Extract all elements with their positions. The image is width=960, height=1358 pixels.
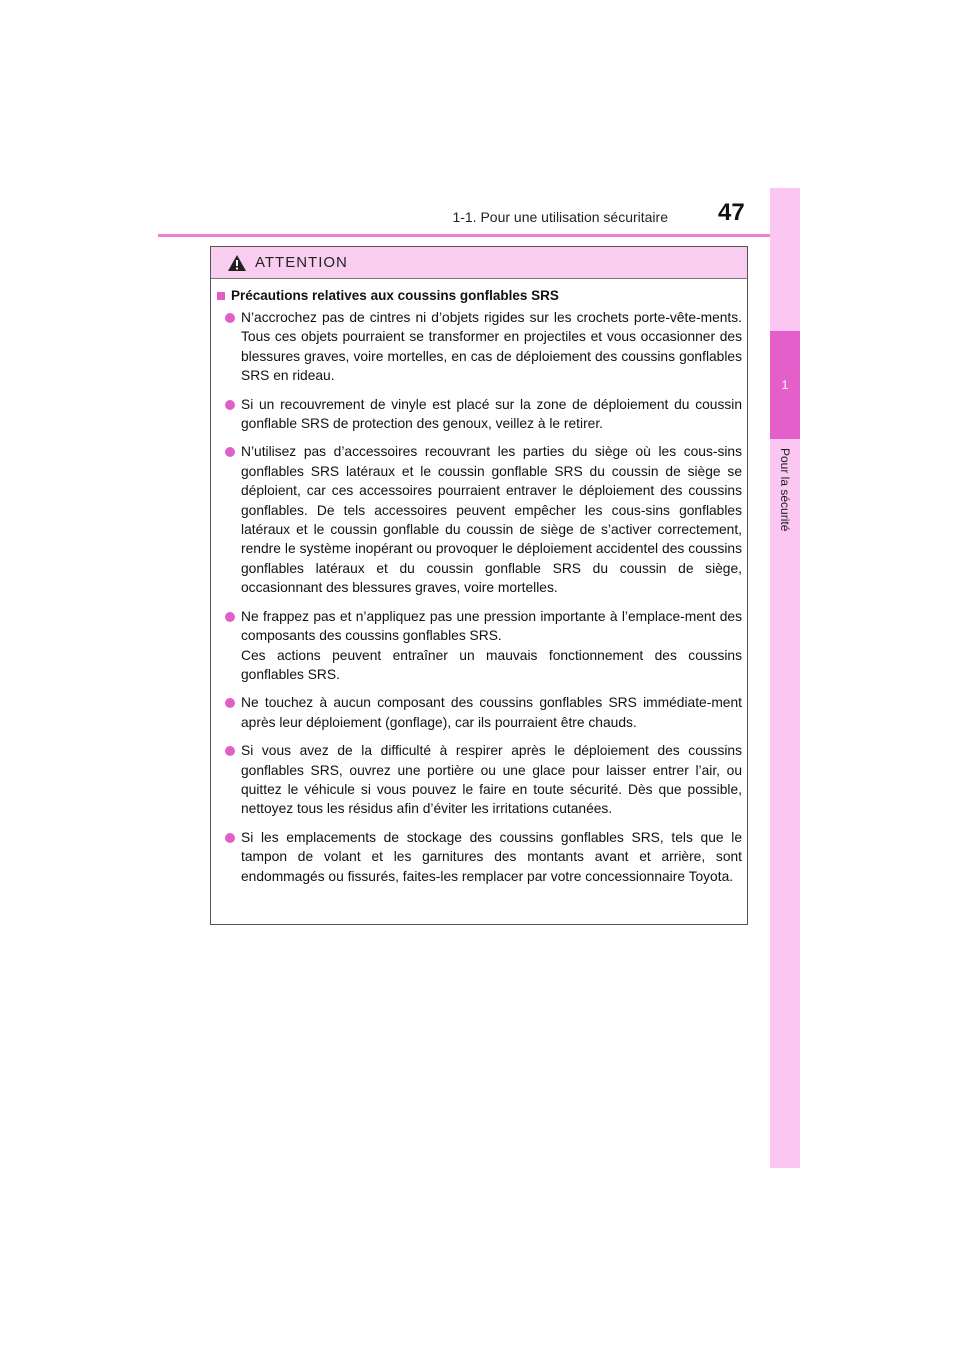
warning-subheading-text: Précautions relatives aux coussins gonflables SRS: [231, 288, 559, 303]
list-item-text: N’utilisez pas d’accessoires recouvrant les parties du siège où les cous-sins gonflables SRS latéraux et le coussin gonflable SRS du coussin de siège se déploient, car ces accessoires pourraient entraver le déploiement des coussins gonflables. De tels accessoires peuvent empêcher les cous-sins gonflables latéraux et le coussin gonflable du coussin de siège de s’activer correctement, rendre le système inopérant ou provoquer le déploiement accidentel des coussins gonflables latéraux et du coussin gonflable SRS du coussin de siège, occasionnant des blessures graves, voire mortelles.: [241, 444, 742, 596]
chapter-label: Pour la sécurité: [778, 448, 792, 532]
bullet-dot-icon: [225, 833, 235, 843]
warning-content: [211, 279, 747, 886]
bullet-dot-icon: [225, 698, 235, 708]
list-item-text: N’accrochez pas de cintres ni d’objets rigides sur les crochets porte-vête-ments. Tous ces objets pourraient se transformer en projectiles et vous occasionner des blessures graves, voire mortelles, en cas de déploiement des coussins gonflables SRS en rideau.: [241, 310, 742, 384]
list-item-text: Ne frappez pas et n’appliquez pas une pression importante à l’emplace-ment des composants des coussins gonflables SRS. Ces actions peuvent entraîner un mauvais fonctionnement des coussins gonflables SRS.: [241, 608, 742, 682]
list-item: [217, 607, 742, 685]
bullet-dot-icon: [225, 447, 235, 457]
warning-title: ATTENTION: [255, 254, 348, 271]
bullet-dot-icon: [225, 746, 235, 756]
list-item-text: Si un recouvrement de vinyle est placé sur la zone de déploiement du coussin gonflable SRS de protection des genoux, veillez à le retirer.: [241, 396, 742, 432]
list-item: [217, 308, 742, 386]
chapter-number: 1: [781, 378, 789, 392]
list-item: [217, 442, 742, 597]
square-bullet-icon: [217, 292, 225, 300]
bullet-dot-icon: [225, 313, 235, 323]
list-item: [217, 693, 742, 732]
header-rule: [158, 234, 798, 237]
section-title: 1-1. Pour une utilisation sécuritaire: [452, 209, 668, 225]
list-item-text: Si vous avez de la difficulté à respirer après le déploiement des coussins gonflables SRS, ouvrez une portière ou une glace pour laisser entrer l’air, ou quittez le véhicule si vous pouvez le faire en toute sécurité. Dès que possible, nettoyez tous les résidus afin d’éviter les irritations cutanées.: [241, 743, 742, 817]
bullet-dot-icon: [225, 612, 235, 622]
page-number: 47: [718, 199, 745, 226]
list-item-text: Ne touchez à aucun composant des coussins gonflables SRS immédiate-ment après leur déploiement (gonflage), car ils pourraient être chauds.: [241, 695, 742, 730]
warning-list: [217, 308, 742, 886]
warning-box: [210, 246, 748, 925]
warning-header: [211, 247, 747, 279]
chapter-label-container: [770, 430, 800, 550]
warning-subheading: [217, 288, 742, 303]
warning-triangle-icon: [227, 254, 247, 272]
chapter-tab: [770, 331, 800, 439]
list-item: [217, 828, 742, 886]
bullet-dot-icon: [225, 400, 235, 410]
list-item: [217, 395, 742, 434]
list-item: [217, 741, 742, 819]
list-item-text: Si les emplacements de stockage des coussins gonflables SRS, tels que le tampon de volant et les garnitures des montants avant et arrière, sont endommagés ou fissurés, faites-les remplacer par votre concessionnaire Toyota.: [241, 829, 742, 884]
